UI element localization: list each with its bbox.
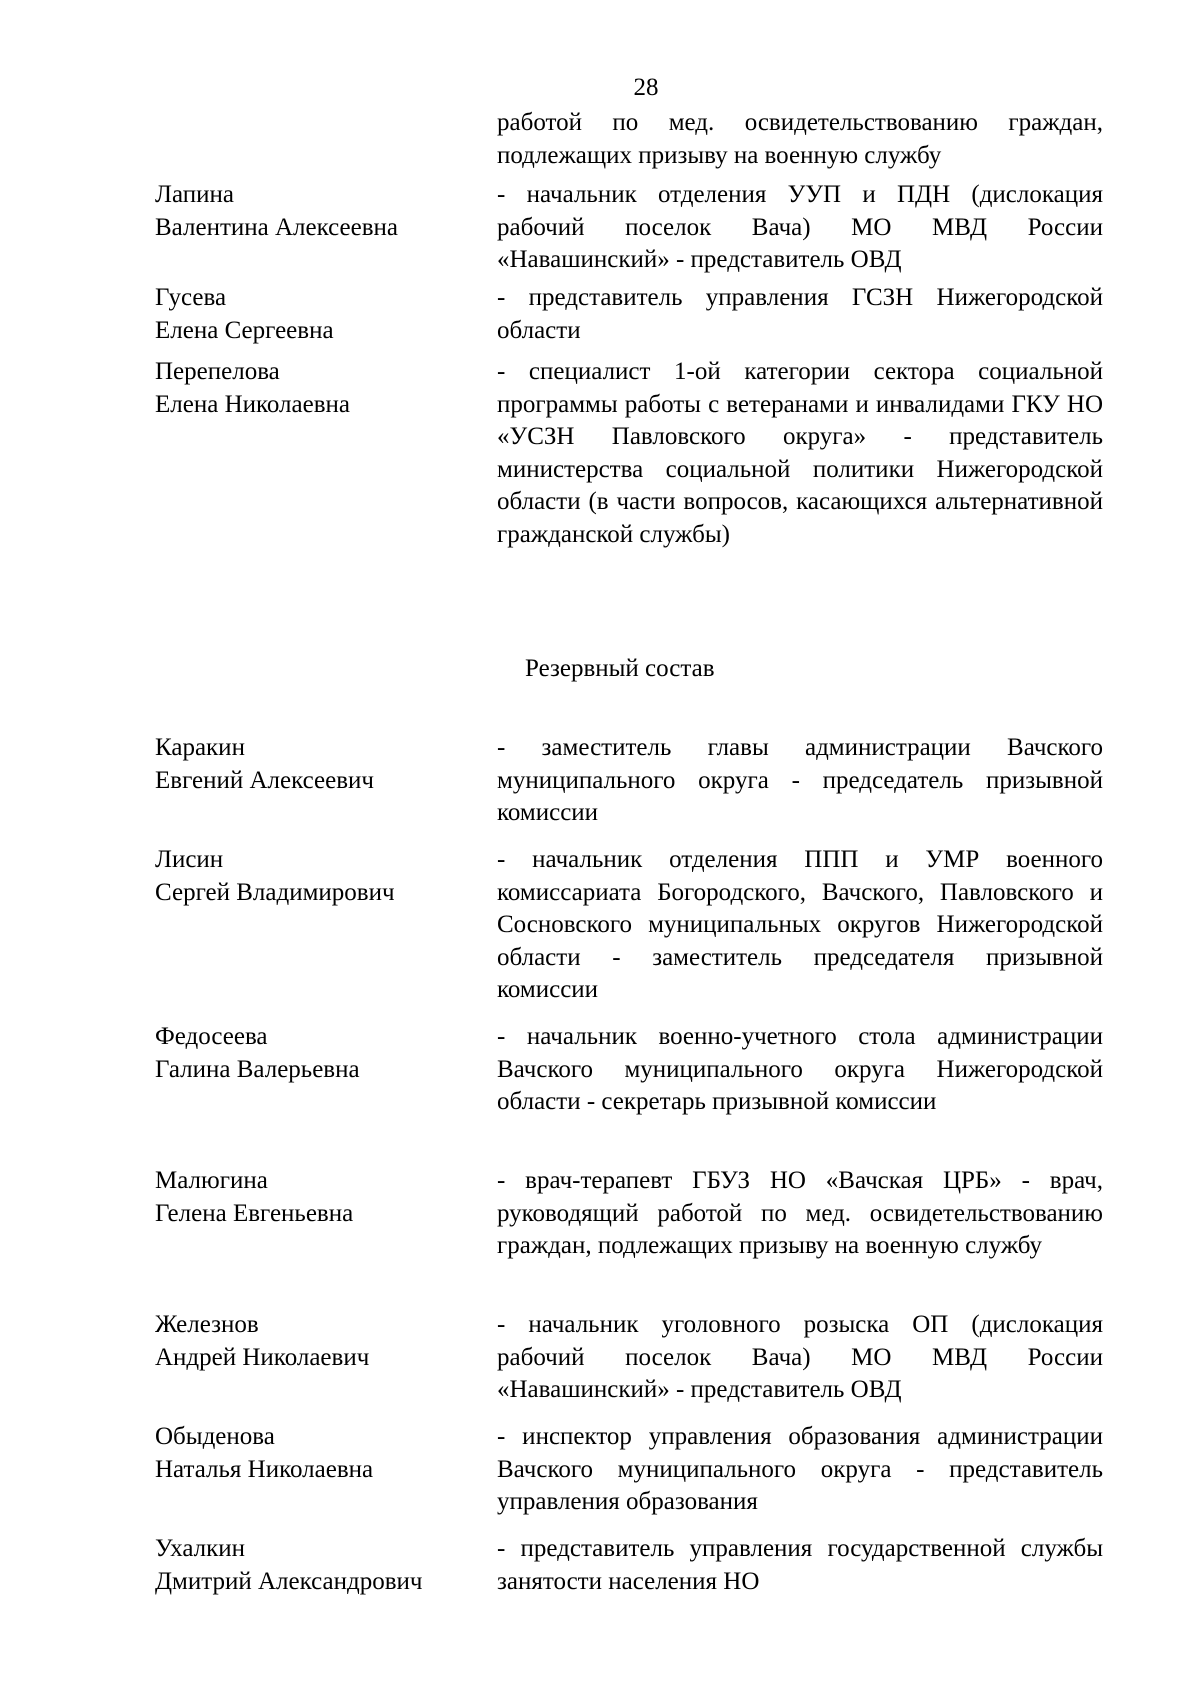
reserve-entry: [155, 1421, 1105, 1519]
reserve-given-name: Дмитрий Александрович: [155, 1567, 423, 1595]
member-entry: [155, 179, 1105, 277]
member-given-name: Елена Николаевна: [155, 390, 350, 418]
member-surname: Лапина: [155, 181, 234, 208]
reserve-surname: Каракин: [155, 734, 245, 761]
reserve-name: [155, 1021, 497, 1119]
reserve-entry: [155, 844, 1105, 1007]
reserve-entry: [155, 1165, 1105, 1263]
member-role: - начальник отделения УУП и ПДН (дислокация рабочий поселок Вача) МО МВД России «Навашинский» - представитель ОВД: [497, 181, 1103, 273]
reserve-role: - начальник уголовного розыска ОП (дислокация рабочий поселок Вача) МО МВД России «Навашинский» - представитель ОВД: [497, 1311, 1103, 1403]
reserve-surname: Лисин: [155, 846, 224, 873]
member-given-name: Валентина Алексеевна: [155, 213, 398, 241]
reserve-given-name: Евгений Алексеевич: [155, 766, 374, 794]
continuation-text: работой по мед. освидетельствованию граждан, подлежащих призыву на военную службу: [497, 109, 1103, 169]
reserve-role: - начальник военно-учетного стола администрации Вачского муниципального округа Нижегородской области - секретарь призывной комиссии: [497, 1023, 1103, 1115]
member-entry: [155, 282, 1105, 347]
reserve-entry: [155, 1021, 1105, 1119]
reserve-surname: Малюгина: [155, 1167, 268, 1194]
reserve-name: [155, 1533, 497, 1598]
reserve-given-name: Сергей Владимирович: [155, 878, 395, 906]
reserve-role: - начальник отделения ППП и УМР военного комиссариата Богородского, Вачского, Павловского и Сосновского муниципальных округов Нижегородской области - заместитель председателя призывной комиссии: [497, 846, 1103, 1003]
member-given-name: Елена Сергеевна: [155, 316, 334, 344]
member-role: - специалист 1-ой категории сектора социальной программы работы с ветеранами и инвалидами ГКУ НО «УСЗН Павловского округа» - представитель министерства социальной политики Нижегородской области (в части вопросов, касающихся альтернативной гражданской службы): [497, 358, 1103, 548]
reserve-name: [155, 1421, 497, 1519]
member-role: - представитель управления ГСЗН Нижегородской области: [497, 284, 1103, 344]
reserve-given-name: Наталья Николаевна: [155, 1455, 374, 1483]
reserve-entry: [155, 1533, 1105, 1598]
page-number: 28: [633, 74, 659, 101]
reserve-surname: Ухалкин: [155, 1535, 246, 1562]
reserve-role: - инспектор управления образования администрации Вачского муниципального округа - представитель управления образования: [497, 1423, 1103, 1515]
reserve-name: [155, 1309, 497, 1407]
reserve-name: [155, 1165, 497, 1263]
member-surname: Перепелова: [155, 358, 280, 385]
reserve-surname: Федосеева: [155, 1023, 268, 1050]
reserve-surname: Железнов: [155, 1311, 259, 1338]
member-entry: [155, 356, 1105, 551]
reserve-surname: Обыденова: [155, 1423, 275, 1450]
reserve-section-title: Резервный состав: [525, 655, 715, 682]
member-name: [155, 356, 497, 551]
reserve-given-name: Галина Валерьевна: [155, 1055, 360, 1083]
reserve-entry: [155, 1309, 1105, 1407]
reserve-given-name: Гелена Евгеньевна: [155, 1199, 354, 1227]
continuation-block: [155, 107, 1105, 172]
reserve-role: - заместитель главы администрации Вачского муниципального округа - председатель призывной комиссии: [497, 734, 1103, 826]
member-name: [155, 282, 497, 347]
member-name: [155, 179, 497, 277]
reserve-name: [155, 844, 497, 1007]
reserve-entry: [155, 732, 1105, 830]
member-surname: Гусева: [155, 284, 227, 311]
reserve-given-name: Андрей Николаевич: [155, 1343, 370, 1371]
reserve-role: - врач-терапевт ГБУЗ НО «Вачская ЦРБ» - врач, руководящий работой по мед. освидетельствованию граждан, подлежащих призыву на военную службу: [497, 1167, 1103, 1259]
reserve-name: [155, 732, 497, 830]
reserve-role: - представитель управления государственной службы занятости населения НО: [497, 1535, 1103, 1595]
